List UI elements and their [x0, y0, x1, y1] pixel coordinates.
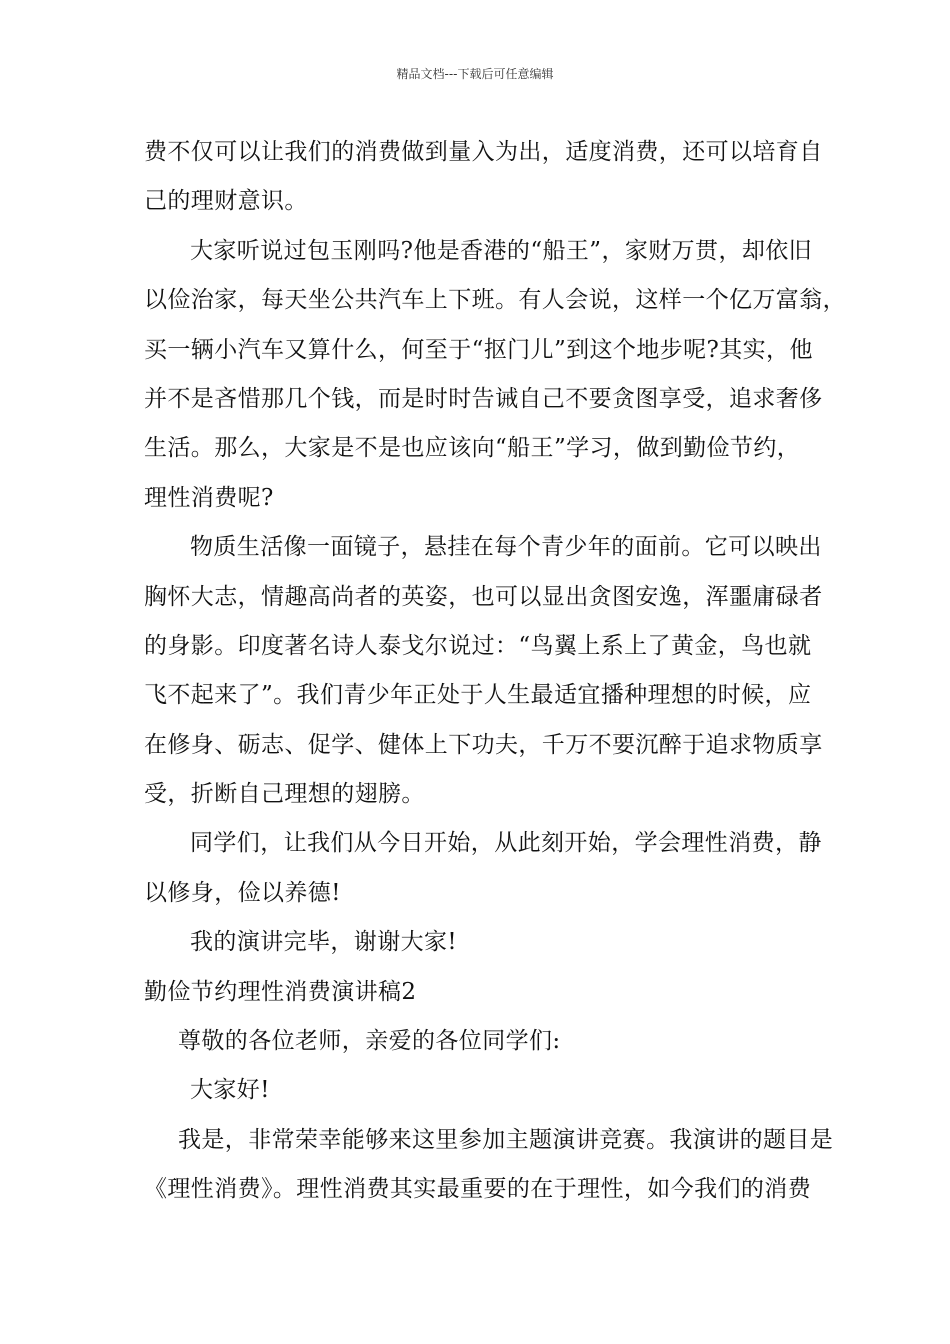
paragraph-line: 以俭治家，每天坐公共汽车上下班。有人会说，这样一个亿万富翁，	[144, 287, 846, 314]
paragraph-line: 以修身，俭以养德!	[144, 879, 341, 906]
paragraph-line: 买一辆小汽车又算什么，何至于“抠门儿”到这个地步呢?其实，他	[144, 336, 813, 363]
paragraph-line: 生活。那么，大家是不是也应该向“船王”学习，做到勤俭节约，	[144, 435, 801, 462]
paragraph-line: 飞不起来了”。我们青少年正处于人生最适宜播种理想的时候，应	[144, 682, 812, 709]
paragraph-line: 我的演讲完毕，谢谢大家!	[190, 929, 458, 956]
salutation-line: 尊敬的各位老师，亲爱的各位同学们:	[178, 1028, 561, 1055]
paragraph-line: 同学们，让我们从今日开始，从此刻开始，学会理性消费，静	[190, 830, 822, 857]
paragraph-line: 的身影。印度著名诗人泰戈尔说过：“鸟翼上系上了黄金，鸟也就	[144, 632, 812, 659]
paragraph-line: 费不仅可以让我们的消费做到量入为出，适度消费，还可以培育自	[144, 139, 823, 165]
paragraph-line: 理性消费呢?	[144, 484, 274, 511]
paragraph-line: 在修身、砺志、促学、健体上下功夫，千万不要沉醉于追求物质享	[144, 731, 823, 758]
section-title: 勤俭节约理性消费演讲稿2	[144, 978, 417, 1005]
paragraph-line: 《理性消费》。理性消费其实最重要的在于理性，如今我们的消费	[144, 1176, 812, 1203]
paragraph-line: 物质生活像一面镜子，悬挂在每个青少年的面前。它可以映出	[190, 534, 822, 561]
paragraph-line: 并不是吝惜那几个钱，而是时时告诫自己不要贪图享受，追求奢侈	[144, 385, 823, 412]
paragraph-line: 己的理财意识。	[144, 188, 308, 215]
paragraph-line: 大家听说过包玉刚吗?他是香港的“船王”，家财万贯，却依旧	[190, 237, 813, 264]
paragraph-line: 我是，非常荣幸能够来这里参加主题演讲竞赛。我演讲的题目是	[178, 1126, 834, 1153]
page-header: 精品文档---下载后可任意编辑	[396, 67, 554, 81]
paragraph-line: 胸怀大志，情趣高尚者的英姿，也可以显出贪图安逸，浑噩庸碌者	[144, 583, 823, 610]
paragraph-line: 受，折断自己理想的翅膀。	[144, 781, 425, 808]
greeting-line: 大家好!	[190, 1077, 270, 1104]
document-body	[144, 128, 846, 1215]
